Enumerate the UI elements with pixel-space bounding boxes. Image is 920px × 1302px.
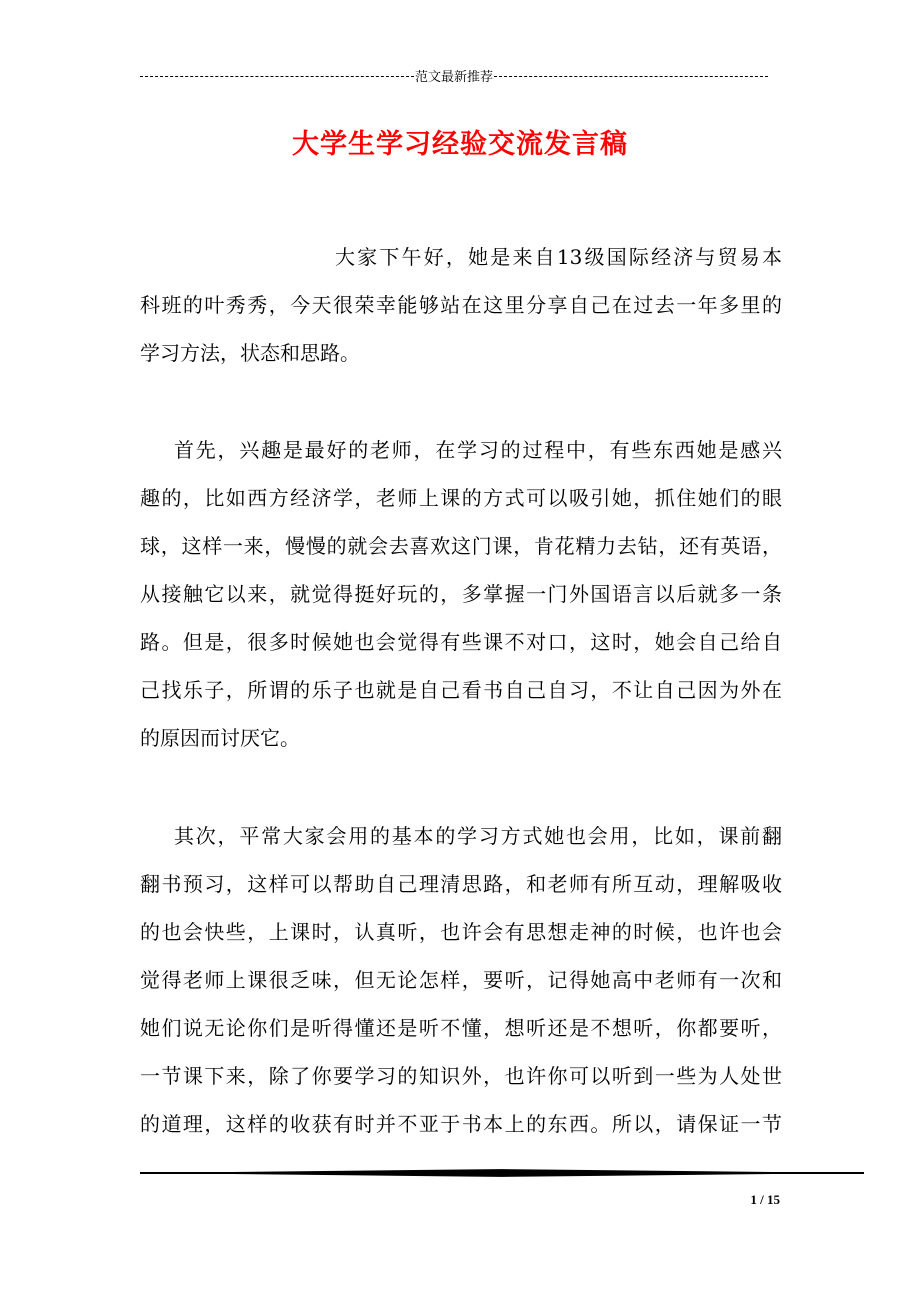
header-dashes-left [140,76,414,77]
paragraph-3 [140,812,782,1148]
text-line: 其次，平常大家会用的基本的学习方式她也会用，比如，课前翻 [174,824,782,848]
text-line: 的道理，这样的收获有时并不亚于书本上的东西。所以，请保证一节 [140,1112,782,1136]
text-line: 觉得老师上课很乏味，但无论怎样，要听，记得她高中老师有一次和 [140,968,782,992]
footer-divider-line [140,1172,864,1174]
text-line: 一节课下来，除了你要学习的知识外，也许你可以听到一些为人处世 [140,1064,782,1088]
text-line: 从接触它以来，就觉得挺好玩的，多掌握一门外国语言以后就多一条 [140,582,782,606]
page-number: 1 / 15 [750,1192,780,1207]
text-line: 路。但是，很多时候她也会觉得有些课不对口，这时，她会自己给自 [140,630,782,654]
page-header [140,66,768,85]
paragraph-1 [140,233,782,377]
text-line: 大家下午好，她是来自13级国际经济与贸易本 [335,245,782,269]
header-dashes-right [494,76,768,77]
text-line: 科班的叶秀秀，今天很荣幸能够站在这里分享自己在过去一年多里的 [140,293,782,317]
text-line: 的原因而讨厌它。 [140,726,300,750]
text-line: 她们说无论你们是听得懂还是听不懂，想听还是不想听，你都要听， [140,1016,782,1040]
header-label: 范文最新推荐 [415,70,494,85]
text-line: 翻书预习，这样可以帮助自己理清思路，和老师有所互动，理解吸收 [140,872,782,896]
text-line: 的也会快些，上课时，认真听，也许会有思想走神的时候，也许也会 [140,920,782,944]
text-line: 首先，兴趣是最好的老师，在学习的过程中，有些东西她是感兴 [174,438,782,462]
paragraph-2 [140,426,782,762]
text-line: 球，这样一来，慢慢的就会去喜欢这门课，肯花精力去钻，还有英语， [140,534,782,558]
document-title: 大学生学习经验交流发言稿 [292,129,628,160]
text-line: 学习方法，状态和思路。 [140,341,360,365]
text-line: 趣的，比如西方经济学，老师上课的方式可以吸引她，抓住她们的眼 [140,486,782,510]
text-line: 己找乐子，所谓的乐子也就是自己看书自己自习，不让自己因为外在 [140,678,782,702]
